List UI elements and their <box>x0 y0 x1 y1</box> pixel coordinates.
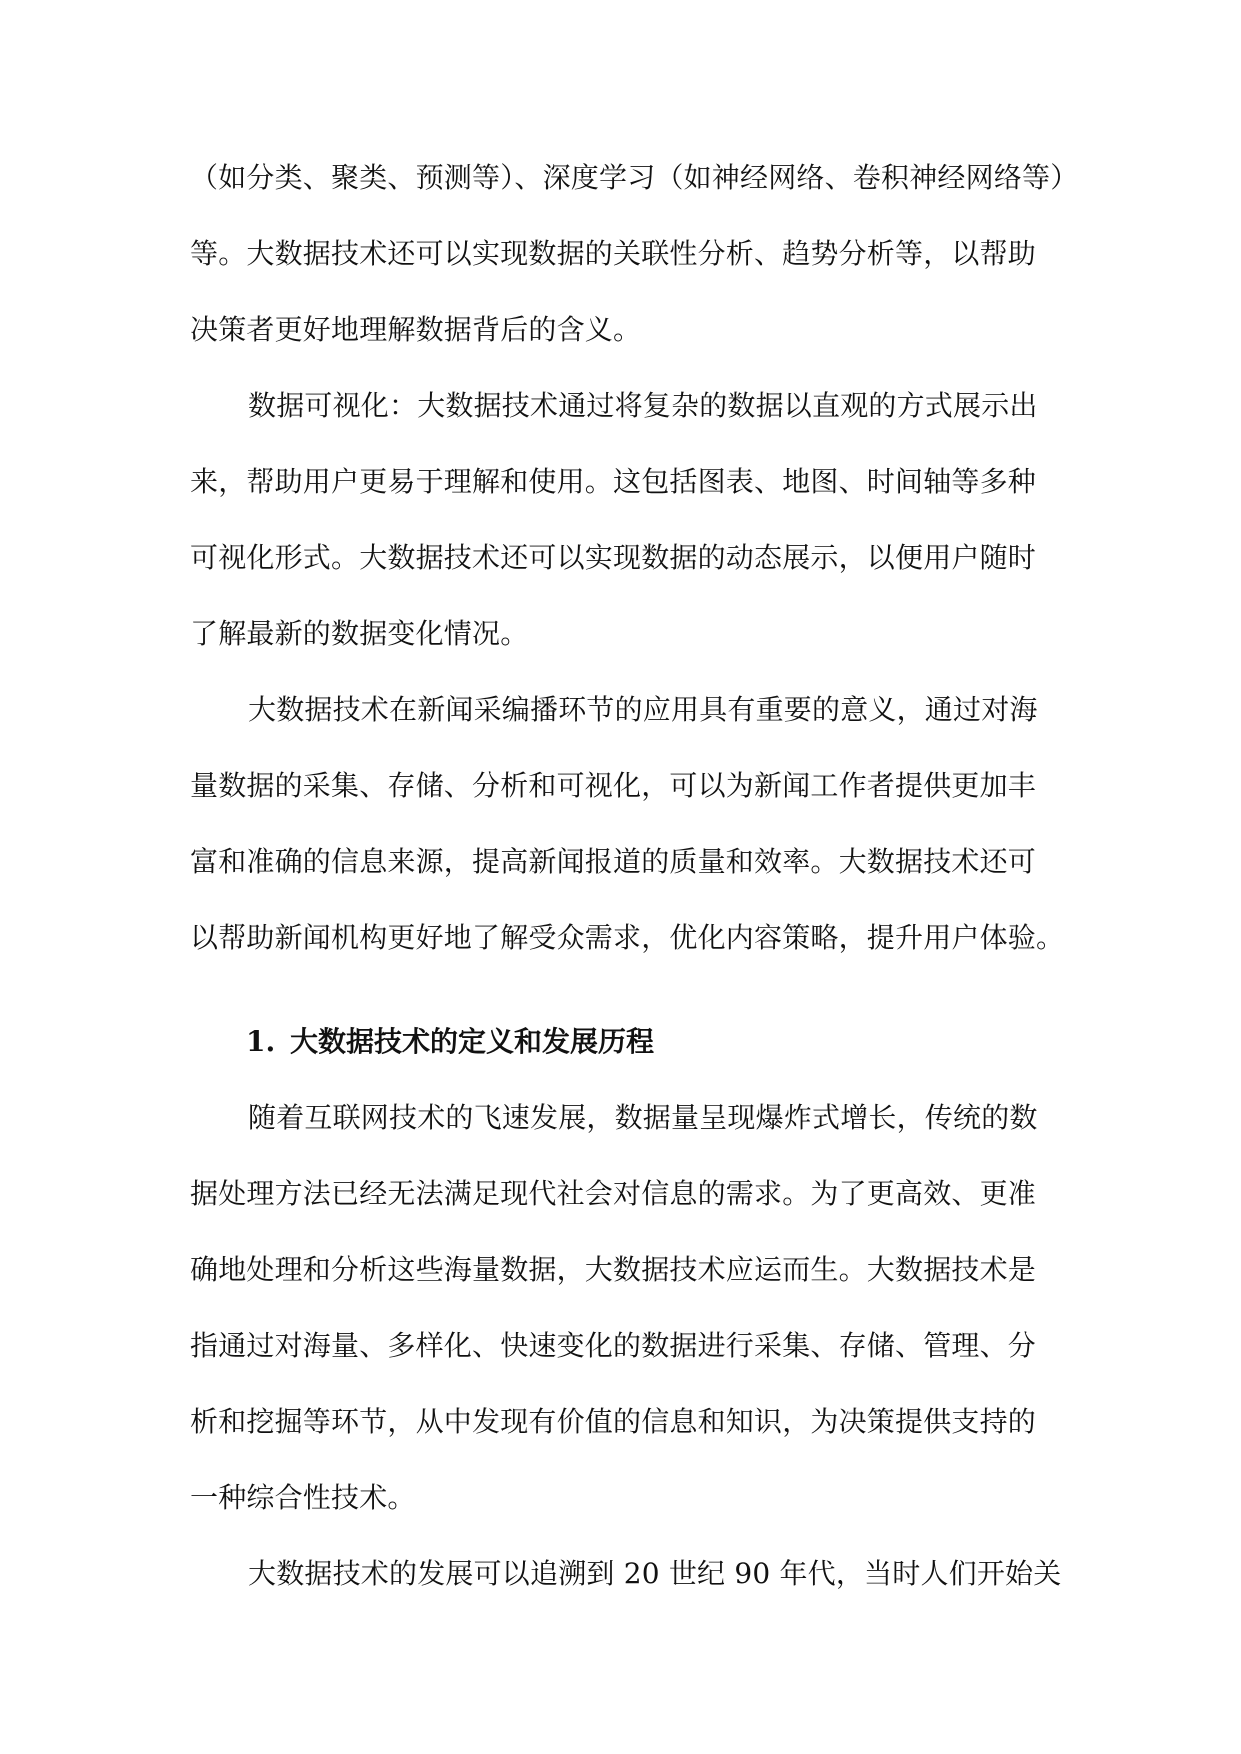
text-line: 可视化形式。大数据技术还可以实现数据的动态展示，以便用户随时 <box>190 541 1037 574</box>
text-line: 了解最新的数据变化情况。 <box>190 617 529 650</box>
text-line: 确地处理和分析这些海量数据，大数据技术应运而生。大数据技术是 <box>190 1253 1037 1286</box>
text-line: 来，帮助用户更易于理解和使用。这包括图表、地图、时间轴等多种 <box>190 465 1037 498</box>
text-line: 大数据技术在新闻采编播环节的应用具有重要的意义，通过对海 <box>248 693 1038 726</box>
text-line: 决策者更好地理解数据背后的含义。 <box>190 313 642 346</box>
text-line: 大数据技术的发展可以追溯到 20 世纪 90 年代，当时人们开始关 <box>248 1557 1062 1590</box>
paragraph-3 <box>190 672 1065 976</box>
paragraph-2 <box>190 368 1062 672</box>
text-line: （如分类、聚类、预测等）、深度学习（如神经网络、卷积神经网络等） <box>190 161 1079 194</box>
section-heading <box>190 1004 1062 1080</box>
text-line: 一种综合性技术。 <box>190 1481 416 1514</box>
section-title: 大数据技术的定义和发展历程 <box>290 1025 655 1058</box>
text-line: 数据可视化：大数据技术通过将复杂的数据以直观的方式展示出 <box>248 389 1038 422</box>
paragraph-1 <box>190 140 1079 368</box>
section-number: 1. <box>246 1025 276 1058</box>
text-line: 等。大数据技术还可以实现数据的关联性分析、趋势分析等，以帮助 <box>190 237 1037 270</box>
text-line: 指通过对海量、多样化、快速变化的数据进行采集、存储、管理、分 <box>190 1329 1037 1362</box>
text-line: 以帮助新闻机构更好地了解受众需求，优化内容策略，提升用户体验。 <box>190 921 1065 954</box>
text-line: 据处理方法已经无法满足现代社会对信息的需求。为了更高效、更准 <box>190 1177 1037 1210</box>
document-page <box>190 140 1079 1612</box>
text-line: 量数据的采集、存储、分析和可视化，可以为新闻工作者提供更加丰 <box>190 769 1037 802</box>
text-line: 析和挖掘等环节，从中发现有价值的信息和知识，为决策提供支持的 <box>190 1405 1037 1438</box>
paragraph-5 <box>190 1536 1062 1612</box>
text-line: 富和准确的信息来源，提高新闻报道的质量和效率。大数据技术还可 <box>190 845 1037 878</box>
paragraph-4 <box>190 1080 1062 1536</box>
text-line: 随着互联网技术的飞速发展，数据量呈现爆炸式增长，传统的数 <box>248 1101 1038 1134</box>
